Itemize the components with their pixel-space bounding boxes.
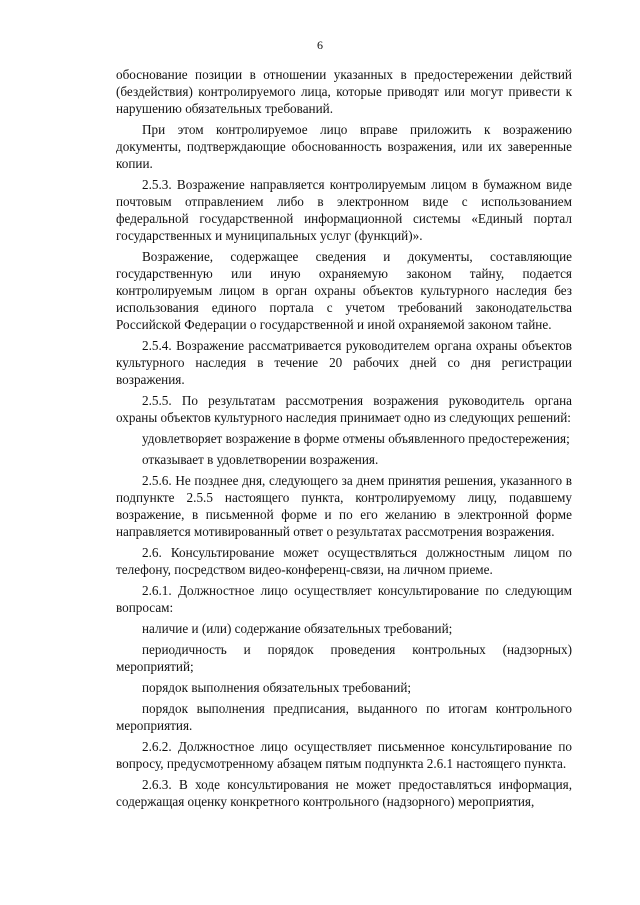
- paragraph: удовлетворяет возражение в форме отмены объявленного предостережения;: [142, 431, 570, 446]
- paragraph: При этом контролируемое лицо вправе приложить к возражению документы, подтверждающие обоснованность возражения, или их заверенные копии.: [116, 122, 572, 171]
- paragraph: 2.6. Консультирование может осуществляться должностным лицом по телефону, посредством видео-конференц-связи, на личном приеме.: [116, 545, 572, 577]
- paragraph: периодичность и порядок проведения контрольных (надзорных) мероприятий;: [116, 642, 572, 674]
- paragraph: 2.6.3. В ходе консультирования не может предоставляться информация, содержащая оценку конкретного контрольного (надзорного) мероприятия,: [116, 777, 572, 809]
- paragraph: обоснование позиции в отношении указанных в предостережении действий (бездействия) контролируемого лица, которые приводят или могут привести к нарушению обязательных требований.: [116, 67, 572, 116]
- paragraph: 2.5.4. Возражение рассматривается руководителем органа охраны объектов культурного наследия в течение 20 рабочих дней со дня регистрации возражения.: [116, 338, 572, 387]
- paragraph: 2.5.3. Возражение направляется контролируемым лицом в бумажном виде почтовым отправлением либо в электронном виде с использованием федеральной государственной информационной системы «Единый портал государственных и муниципальных услуг (функций)».: [116, 177, 572, 243]
- paragraph: наличие и (или) содержание обязательных требований;: [142, 621, 453, 636]
- paragraph: Возражение, содержащее сведения и документы, составляющие государственную или иную охраняемую законом тайну, подается контролируемым лицом в орган охраны объектов культурного наследия без использования единого портала с учетом требований законодательства Российской Федерации о государственной и иной охраняемой законом тайне.: [116, 249, 572, 332]
- paragraph: 2.5.5. По результатам рассмотрения возражения руководитель органа охраны объектов культурного наследия принимает одно из следующих решений:: [116, 393, 572, 425]
- paragraph: порядок выполнения предписания, выданного по итогам контрольного мероприятия.: [116, 701, 572, 733]
- document-body: [116, 66, 572, 814]
- paragraph: отказывает в удовлетворении возражения.: [142, 452, 379, 467]
- paragraph: 2.5.6. Не позднее дня, следующего за днем принятия решения, указанного в подпункте 2.5.5 настоящего пункта, контролируемому лицу, подавшему возражение, в письменной форме и по его желанию в электронной форме направляется мотивированный ответ о результатах рассмотрения возражения.: [116, 473, 572, 539]
- paragraph: 2.6.2. Должностное лицо осуществляет письменное консультирование по вопросу, предусмотренному абзацем пятым подпункта 2.6.1 настоящего пункта.: [116, 739, 572, 771]
- paragraph: порядок выполнения обязательных требований;: [142, 680, 412, 695]
- page-number: 6: [317, 38, 323, 52]
- paragraph: 2.6.1. Должностное лицо осуществляет консультирование по следующим вопросам:: [116, 583, 572, 615]
